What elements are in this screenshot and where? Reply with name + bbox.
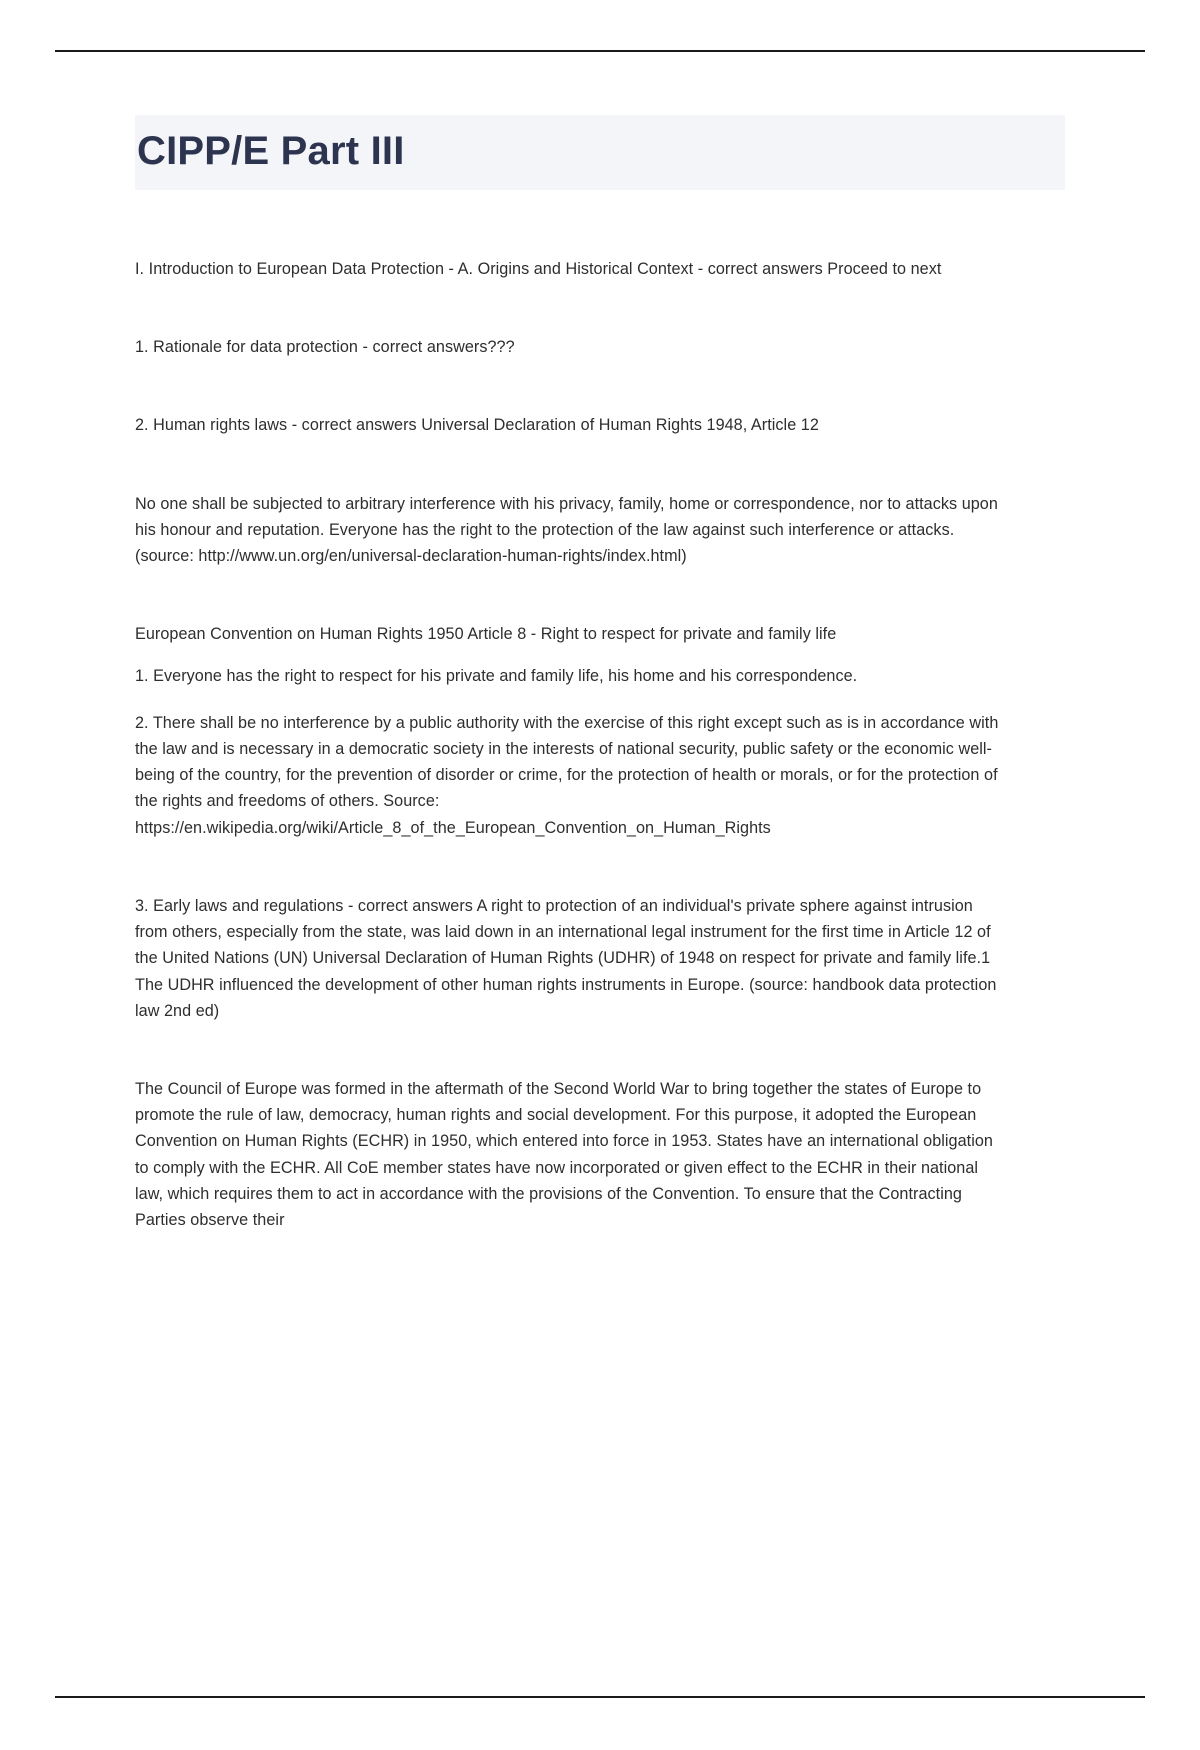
paragraph-echr-article-8-heading: European Convention on Human Rights 1950 Article 8 - Right to respect for private and family life bbox=[135, 625, 837, 644]
paragraph-human-rights-laws: 2. Human rights laws - correct answers Universal Declaration of Human Rights 1948, Article 12 bbox=[135, 416, 819, 435]
paragraph-intro-origins: I. Introduction to European Data Protection - A. Origins and Historical Context - correct answers Proceed to next bbox=[135, 259, 942, 278]
paragraph-echr-clause-2: 2. There shall be no interference by a public authority with the exercise of this right except such as is in accordance with the law and is necessary in a democratic society in the interests of national security, public safety or the economic well-being of the country, for the prevention of disorder or crime, for the protection of health or morals, or for the protection of the rights and freedoms of others. Source: https://en.wikipedia.org/wiki/Article_8_of_the_European_Convention_on_Human_Rights bbox=[135, 713, 999, 837]
document-page bbox=[0, 50, 1200, 1750]
paragraph-udhr-article-12-quote: No one shall be subjected to arbitrary interference with his privacy, family, home or correspondence, nor to attacks upon his honour and reputation. Everyone has the right to the protection of the law against such interference or attacks. (source: http://www.un.org/en/universal-declaration-human-rights/index.html) bbox=[135, 494, 998, 565]
paragraph-rationale: 1. Rationale for data protection - correct answers??? bbox=[135, 338, 515, 357]
paragraph-council-of-europe: The Council of Europe was formed in the aftermath of the Second World War to bring together the states of Europe to promote the rule of law, democracy, human rights and social development. For this purpose, it adopted the European Convention on Human Rights (ECHR) in 1950, which entered into force in 1953. States have an international obligation to comply with the ECHR. All CoE member states have now incorporated or given effect to the ECHR in their national law, which requires them to act in accordance with the provisions of the Convention. To ensure that the Contracting Parties observe their bbox=[135, 1080, 993, 1230]
document-body bbox=[135, 256, 1065, 1234]
paragraph-early-laws-and-regulations: 3. Early laws and regulations - correct answers A right to protection of an individual's private sphere against intrusion from others, especially from the state, was laid down in an international legal instrument for the first time in Article 12 of the United Nations (UN) Universal Declaration of Human Rights (UDHR) of 1948 on respect for private and family life.1 The UDHR influenced the development of other human rights instruments in Europe. (source: handbook data protection law 2nd ed) bbox=[135, 896, 997, 1020]
document-content bbox=[55, 115, 1145, 1233]
document-title-band bbox=[135, 115, 1065, 190]
paragraph-echr-clause-1: 1. Everyone has the right to respect for his private and family life, his home and his correspondence. bbox=[135, 667, 858, 686]
page-title: CIPP/E Part III bbox=[137, 129, 405, 173]
page-bottom-divider bbox=[55, 1696, 1145, 1698]
page-top-divider bbox=[55, 50, 1145, 52]
